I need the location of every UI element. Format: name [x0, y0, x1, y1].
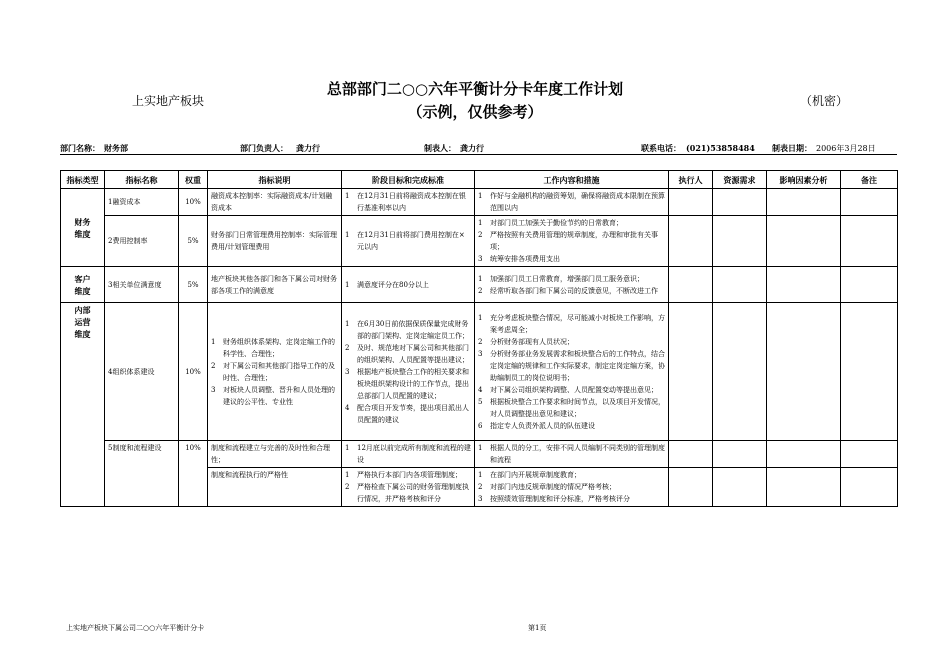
measures-cell — [475, 468, 669, 507]
item-text: 根据人员的分工，安排不同人员编制不同类别的管理制度和流程 — [490, 444, 665, 464]
item-number: 3 — [478, 255, 483, 263]
item-text: 对下属公司和其他部门指导工作的及时性、合理性； — [223, 361, 335, 382]
list-item — [478, 336, 665, 348]
item-number: 1 — [345, 280, 350, 289]
notes-cell — [841, 441, 898, 468]
item-number: 4 — [478, 385, 483, 394]
table-row — [61, 441, 898, 468]
indicator-weight: 5% — [179, 216, 208, 267]
item-number: 3 — [478, 495, 483, 503]
item-number: 2 — [478, 337, 483, 346]
factors-cell — [767, 303, 841, 441]
goals-cell — [342, 216, 475, 267]
head-label: 部门负责人： — [240, 143, 288, 153]
measures-cell — [475, 189, 669, 216]
item-text: 严格按照有关费用管理的规章制度，办理和审批有关事项； — [490, 231, 658, 251]
maker-label: 制表人： — [424, 143, 456, 153]
category-internal: 内部 运营 维度 — [61, 303, 105, 507]
item-text: 统筹安排各项费用支出 — [490, 255, 560, 263]
info-divider — [60, 154, 897, 155]
dept-value: 财务部 — [104, 143, 128, 153]
item-number: 1 — [345, 471, 350, 479]
col-header-type: 指标类型 — [61, 171, 105, 189]
item-text: 在12月31日前将融资成本控制在银行基准利率以内 — [357, 192, 466, 212]
executor-cell — [669, 303, 713, 441]
item-number: 3 — [478, 349, 483, 358]
indicator-weight: 10% — [179, 189, 208, 216]
table-row — [61, 189, 898, 216]
executor-cell — [669, 441, 713, 468]
table-row — [61, 303, 898, 441]
item-text: 按照绩效管理制度和评分标准，严格考核评分 — [490, 495, 630, 503]
list-item — [478, 469, 665, 481]
indicator-description: 融资成本控制率：实际融资成本/计划融资成本 — [208, 189, 342, 216]
date-label: 制表日期： — [772, 143, 812, 153]
head-value: 龚力行 — [296, 143, 320, 153]
indicator-weight: 10% — [179, 303, 208, 441]
item-number: 1 — [478, 192, 483, 200]
item-text: 分析财务部业务发展需求和板块整合后的工作特点，结合定岗定编的规律和工作实际要求，制定定岗定编方案，协助编制员工的岗位说明书； — [490, 349, 665, 382]
item-text: 对部门员工加强关于勤俭节约的日常教育； — [490, 219, 623, 227]
item-number: 1 — [478, 444, 483, 452]
indicator-description: 制度和流程建立与完善的及时性和合理性； — [208, 441, 342, 468]
document-subtitle: （示例，仅供参考） — [407, 103, 543, 121]
list-item — [478, 190, 665, 214]
item-number: 4 — [345, 403, 350, 412]
notes-cell — [841, 216, 898, 267]
item-number: 5 — [478, 397, 483, 406]
indicator-name: 1融资成本 — [105, 189, 179, 216]
item-text: 经常听取各部门和下属公司的反馈意见，不断改进工作 — [490, 286, 658, 295]
item-text: 加强部门员工日常教育，增强部门员工服务意识； — [490, 274, 644, 283]
item-number: 6 — [478, 421, 483, 430]
item-number: 2 — [345, 343, 350, 352]
notes-cell — [841, 189, 898, 216]
list-item — [345, 469, 471, 481]
list-item — [345, 366, 471, 402]
list-item — [211, 336, 338, 360]
item-number: 1 — [345, 444, 350, 452]
indicator-description: 地产板块其他各部门和各下属公司对财务部各项工作的满意度 — [208, 267, 342, 303]
item-text: 在6月30日前依据保质保量完成财务部的部门架构、定岗定编定员工作； — [357, 319, 469, 340]
notes-cell — [841, 267, 898, 303]
col-header-measures: 工作内容和措施 — [475, 171, 669, 189]
list-item — [345, 190, 471, 214]
item-text: 作好与金融机构的融资筹划，确保将融资成本限制在预算范围以内 — [490, 192, 665, 212]
item-text: 配合项目开发节奏，提出项目派出人员配置的建议 — [357, 403, 469, 424]
document-title: 总部部门二○○六年平衡计分卡年度工作计划 — [326, 80, 624, 98]
item-text: 及时、规范地对下属公司和其他部门的组织架构、人员配置等提出建议； — [357, 343, 469, 364]
executor-cell — [669, 267, 713, 303]
item-text: 12月底以前完成所有制度和流程的建设 — [357, 444, 471, 464]
col-header-factors: 影响因素分析 — [767, 171, 841, 189]
indicator-weight: 10% — [179, 441, 208, 507]
goals-cell — [342, 441, 475, 468]
list-item — [478, 396, 665, 420]
col-header-executor: 执行人 — [669, 171, 713, 189]
list-item — [345, 342, 471, 366]
measures-cell — [475, 441, 669, 468]
list-item — [478, 217, 665, 229]
item-number: 2 — [478, 483, 483, 491]
item-number: 2 — [478, 231, 483, 239]
item-number: 2 — [211, 361, 216, 370]
item-number: 2 — [478, 286, 483, 295]
indicator-description — [208, 303, 342, 441]
list-item — [478, 442, 665, 466]
list-item — [211, 384, 338, 408]
page-number: 第1页 — [528, 624, 547, 632]
confidential-label: （机密） — [800, 94, 849, 108]
resources-cell — [713, 189, 767, 216]
item-number: 1 — [478, 219, 483, 227]
list-item — [345, 402, 471, 426]
item-text: 根据地产板块整合工作的相关要求和板块组织架构设计的工作节点，提出总部部门人员配置的建议； — [357, 367, 469, 400]
list-item — [478, 285, 665, 297]
list-item — [211, 360, 338, 384]
list-item — [478, 312, 665, 336]
phone-value: (021)53858484 — [686, 143, 755, 153]
item-number: 3 — [211, 385, 216, 394]
factors-cell — [767, 468, 841, 507]
list-item — [478, 273, 665, 285]
item-text: 指定专人负责外派人员的队伍建设 — [490, 421, 595, 430]
list-item — [478, 384, 665, 396]
item-text: 根据板块整合工作要求和时间节点，以及项目开发情况，对人员调整提出意见和建议； — [490, 397, 665, 418]
goals-cell — [342, 189, 475, 216]
goals-cell — [342, 468, 475, 507]
footer-text: 上实地产板块下属公司二○○六年平衡计分卡 — [66, 624, 205, 632]
list-item — [478, 481, 665, 493]
col-header-goals: 阶段目标和完成标准 — [342, 171, 475, 189]
col-header-resources: 资源需求 — [713, 171, 767, 189]
resources-cell — [713, 441, 767, 468]
list-item — [478, 420, 665, 432]
item-number: 1 — [345, 192, 350, 200]
goals-cell — [342, 267, 475, 303]
notes-cell — [841, 303, 898, 441]
item-number: 1 — [345, 319, 350, 328]
indicator-description: 财务部门日常管理费用控制率：实际管理费用/计划管理费用 — [208, 216, 342, 267]
header-row — [61, 171, 898, 189]
item-text: 在12月31日前将部门费用控制在×元以内 — [357, 231, 465, 251]
table-row — [61, 216, 898, 267]
indicator-weight: 5% — [179, 267, 208, 303]
company-name: 上实地产板块 — [132, 94, 205, 108]
indicator-name: 4组织体系建设 — [105, 303, 179, 441]
factors-cell — [767, 189, 841, 216]
factors-cell — [767, 216, 841, 267]
factors-cell — [767, 267, 841, 303]
item-number: 1 — [478, 313, 483, 322]
date-value: 2006年3月28日 — [816, 144, 876, 153]
list-item — [478, 229, 665, 253]
item-text: 对板块人员调整、晋升和人员处理的建议的公平性、专业性 — [223, 385, 335, 406]
item-text: 充分考虑板块整合情况，尽可能减小对板块工作影响，方案考虑周全； — [490, 313, 665, 334]
resources-cell — [713, 468, 767, 507]
executor-cell — [669, 468, 713, 507]
notes-cell — [841, 468, 898, 507]
resources-cell — [713, 216, 767, 267]
list-item — [478, 493, 665, 505]
item-text: 分析财务部现有人员状况； — [490, 337, 574, 346]
phone-label: 联系电话： — [641, 143, 681, 153]
list-item — [345, 279, 471, 291]
item-text: 严格检查下属公司的财务管理制度执行情况，并严格考核和评分 — [357, 483, 469, 503]
col-header-weight: 权重 — [179, 171, 208, 189]
dept-label: 部门名称： — [60, 143, 100, 153]
indicator-name: 2费用控制率 — [105, 216, 179, 267]
item-text: 满意度评分在80分以上 — [357, 280, 429, 289]
item-number: 1 — [345, 231, 350, 239]
col-header-notes: 备注 — [841, 171, 898, 189]
list-item — [478, 253, 665, 265]
item-text: 在部门内开展规章制度教育； — [490, 471, 581, 479]
list-item — [478, 348, 665, 384]
list-item — [345, 481, 471, 505]
indicator-description: 制度和流程执行的严格性 — [208, 468, 342, 507]
executor-cell — [669, 189, 713, 216]
measures-cell — [475, 303, 669, 441]
list-item — [345, 229, 471, 253]
list-item — [345, 442, 471, 466]
list-item — [345, 318, 471, 342]
item-number: 2 — [345, 483, 350, 491]
table-row — [61, 267, 898, 303]
item-text: 严格执行本部门内各项管理制度； — [357, 471, 462, 479]
measures-cell — [475, 267, 669, 303]
factors-cell — [767, 441, 841, 468]
category-finance: 财务 维度 — [61, 189, 105, 267]
scorecard-table — [60, 170, 898, 507]
maker-value: 龚力行 — [460, 143, 484, 153]
executor-cell — [669, 216, 713, 267]
indicator-name: 3相关单位满意度 — [105, 267, 179, 303]
resources-cell — [713, 303, 767, 441]
goals-cell — [342, 303, 475, 441]
item-number: 1 — [478, 274, 483, 283]
item-text: 对部门内违反规章制度的情况严格考核； — [490, 483, 616, 491]
category-customer: 客户 维度 — [61, 267, 105, 303]
item-number: 3 — [345, 367, 350, 376]
item-text: 对下属公司组织架构调整、人员配置变动等提出意见； — [490, 385, 658, 394]
item-text: 财务组织体系架构、定岗定编工作的科学性、合理性； — [223, 337, 335, 358]
resources-cell — [713, 267, 767, 303]
col-header-name: 指标名称 — [105, 171, 179, 189]
item-number: 1 — [211, 337, 216, 346]
indicator-name: 5制度和流程建设 — [105, 441, 179, 507]
col-header-description: 指标说明 — [208, 171, 342, 189]
measures-cell — [475, 216, 669, 267]
item-number: 1 — [478, 471, 483, 479]
